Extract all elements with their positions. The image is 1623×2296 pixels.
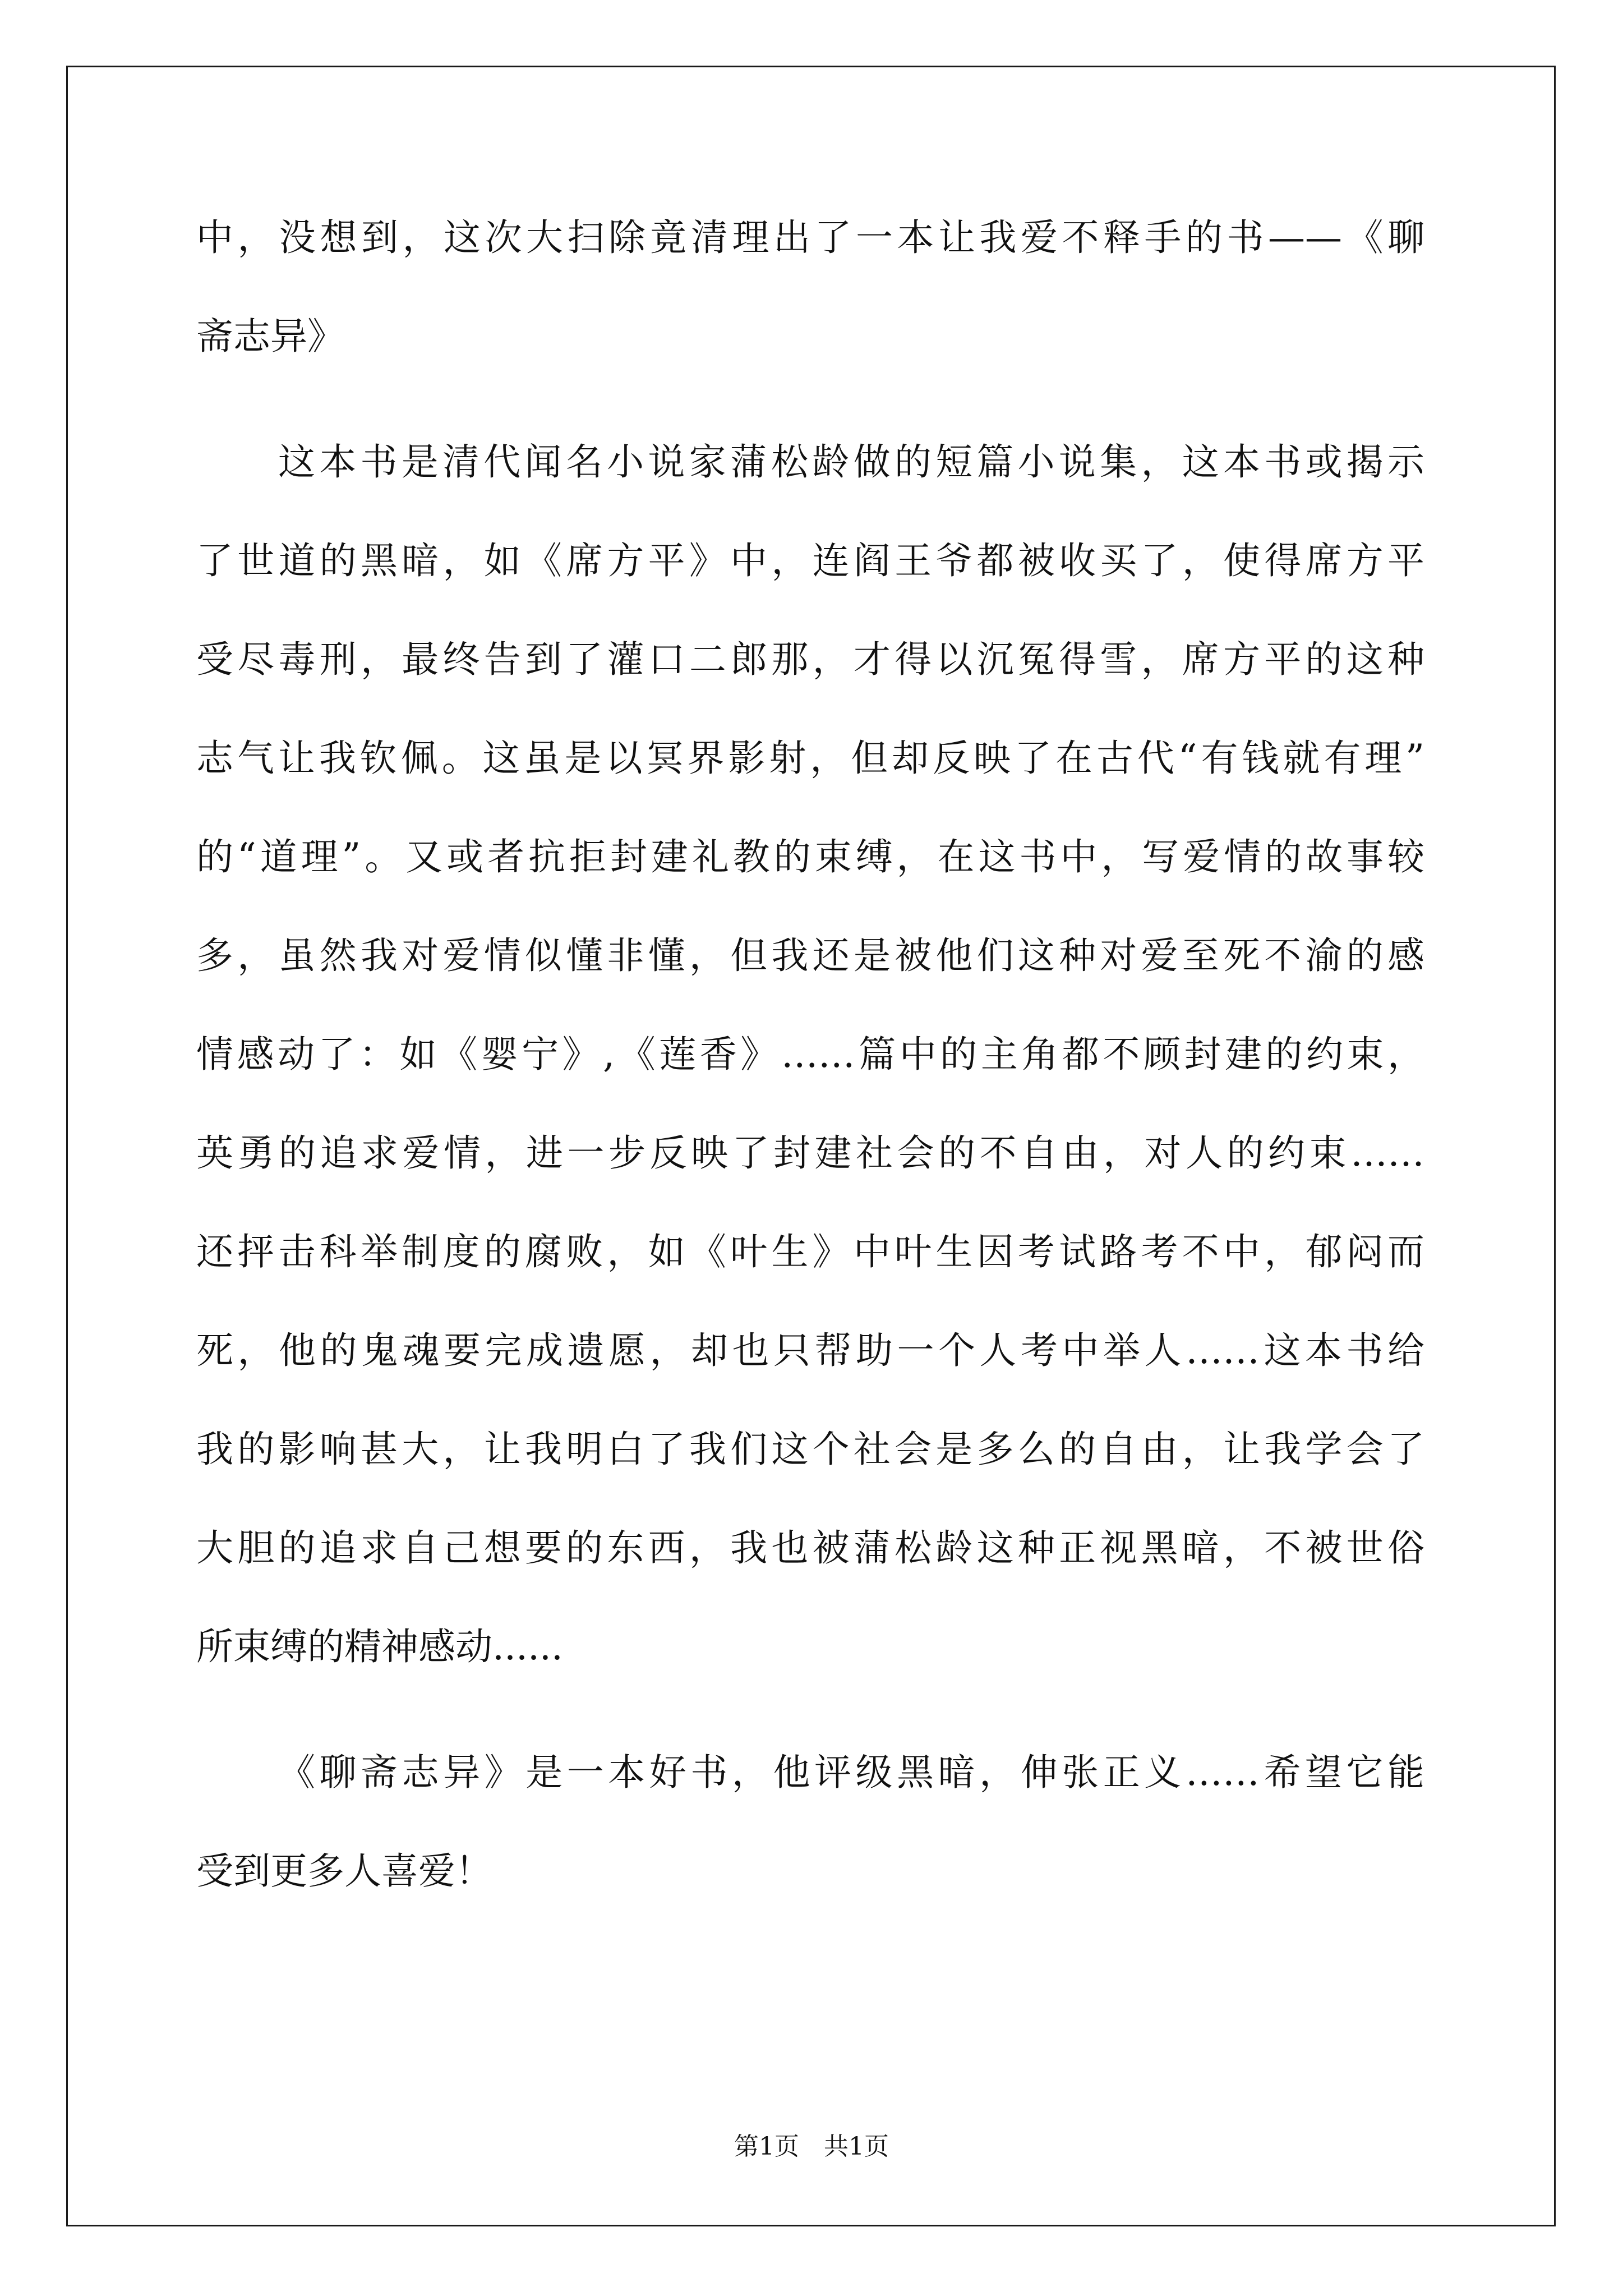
text-line: 中，没想到，这次大扫除竟清理出了一本让我爱不释手的书——《聊 <box>196 216 1424 259</box>
text-line: 志气让我钦佩。这虽是以冥界影射，但却反映了在古代“有钱就有理” <box>196 737 1424 780</box>
text-line: 受到更多人喜爱！ <box>196 1849 492 1893</box>
text-line: 受尽毒刑，最终告到了灌口二郎那，才得以沉冤得雪，席方平的这种 <box>196 638 1424 681</box>
text-line: 了世道的黑暗，如《席方平》中，连阎王爷都被收买了，使得席方平 <box>196 539 1424 582</box>
paragraph-start-line: 这本书是清代闻名小说家蒲松龄做的短篇小说集，这本书或揭示 <box>278 440 1424 484</box>
text-line: 我的影响甚大，让我明白了我们这个社会是多么的自由，让我学会了 <box>196 1428 1424 1471</box>
text-line: 多，虽然我对爱情似懂非懂，但我还是被他们这种对爱至死不渝的感 <box>196 934 1424 977</box>
text-line: 死，他的鬼魂要完成遗愿，却也只帮助一个人考中举人……这本书给 <box>196 1329 1424 1372</box>
text-line: 的“道理”。又或者抗拒封建礼教的束缚，在这书中，写爱情的故事较 <box>196 835 1424 878</box>
text-line: 大胆的追求自己想要的东西，我也被蒲松龄这种正视黑暗，不被世俗 <box>196 1526 1424 1570</box>
text-line: 所束缚的精神感动...... <box>196 1625 563 1668</box>
text-line: 还抨击科举制度的腐败，如《叶生》中叶生因考试路考不中，郁闷而 <box>196 1230 1424 1273</box>
text-line: 斋志异》 <box>196 315 344 358</box>
page-number-footer: 第1页 共1页 <box>734 2132 889 2161</box>
text-line: 情感动了：如《婴宁》,《莲香》……篇中的主角都不顾封建的约束， <box>196 1033 1424 1076</box>
text-line: 英勇的追求爱情，进一步反映了封建社会的不自由，对人的约束…… <box>196 1131 1424 1175</box>
paragraph-start-line: 《聊斋志异》是一本好书，他评级黑暗，伸张正义……希望它能 <box>278 1751 1424 1794</box>
